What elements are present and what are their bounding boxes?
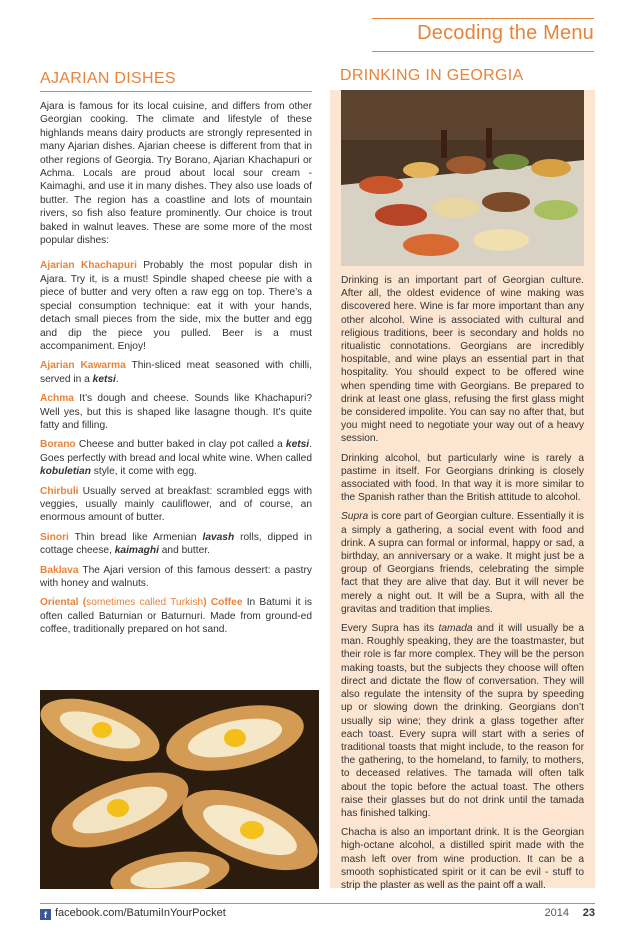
drinking-paragraph-1: Drinking is an important part of Georgian culture. After all, the oldest evidence of wine making was discovered here. Wine is far more important than any other alcohol. Wine is associated with cultural and religious traditions, beer is secondary and holds no ritualistic connotations. Georgians are incredibly hospitable, and wine plays an essential part in that hospitality. You should expect to be offered wine when spending time with Georgians. Be prepared to drink at least one glass, refusing the first glass might be considered impolite. You can say no after that, but you might need to negotiate your way out of a heavy session. xyxy=(341,275,584,445)
supra-feast-photo xyxy=(341,90,584,266)
chacha-paragraph: Chacha is also an important drink. It is the Georgian high-octane alcohol, a distilled spirit made with the mash left over from wine production. It can be a smooth sophisticated spirit or it can be evil - stuff to strip the plaster as well as the paint off a wall. xyxy=(341,827,584,891)
dish-oriental-coffee: Oriental (sometimes called Turkish) Coffee In Batumi it is often called Baturnian or Baturnuri. Made from ground-ed coffee, traditionally prepared on hot sand. xyxy=(40,597,312,636)
dish-achma: Achma It’s dough and cheese. Sounds like Khachapuri? Well yes, but this is shaped like lasagne though. It’s quite fatty and filling. xyxy=(40,393,312,431)
page-footer xyxy=(40,903,595,921)
publication-year: 2014 xyxy=(544,907,569,919)
dish-ajarian-khachapuri: Ajarian Khachapuri Probably the most popular dish in Ajara. Try it, is a must! Spindle shaped cheese pie with a piece of butter and very often a raw egg on top. There’s a special consumption technique: eat it with your hands, detach small pieces from the side, mix the butter and egg and dip the piece you pulled. Beer is a must accompaniment. Enjoy! xyxy=(40,260,312,352)
dish-chirbuli: Chirbuli Usually served at breakfast: scrambled eggs with veggies, usually mainly cauliflower, and of course, an enormous amount of butter. xyxy=(40,485,312,524)
drinking-sidebar xyxy=(330,62,595,891)
section-title: Decoding the Menu xyxy=(417,22,594,44)
dish-baklava: Baklava The Ajari version of this famous dessert: a pastry with honey and walnuts. xyxy=(40,564,312,589)
ajarian-dishes-column xyxy=(40,62,312,643)
drinking-paragraph-2: Drinking alcohol, but particularly wine is rarely a pastime in itself. For Georgians drinking is closely associated with food. In that way it is more similar to the Spanish rather than the British attitude to alcohol. xyxy=(341,452,584,504)
dish-borano: Borano Cheese and butter baked in clay pot called a ketsi. Goes perfectly with bread and local white wine. When called kobuletian style, it come with egg. xyxy=(40,439,312,478)
facebook-link[interactable]: facebook.com/BatumiInYourPocket xyxy=(55,907,226,919)
supra-paragraph: Supra is core part of Georgian culture. Essentially it is a simply a gathering, a social event with food and drink. A supra can formal or informal, happy or sad, a birthday, an anniversary or a wake. It might just be a group of Georgians friends, celebrating the simple fact that they are alive that day. But it will never be merely a night out. It will be a Supra, with all the gravitas and tradition that implies. xyxy=(341,511,584,615)
ajarian-dishes-heading: AJARIAN DISHES xyxy=(40,62,312,92)
ajarian-intro: Ajara is famous for its local cuisine, and differs from other Georgian cooking. The climate and lifestyle of these highlands means dairy products are strongly represented in many Ajarian dishes. Ajarian cheese is different from that in other regions of Georgia. Try Borano, Ajarian Khachapuri or Achma. Locals are proud about local sour cream - Kaimaghi, and use it in many dishes. They also use loads of butter. The region has a coastline and lots of mountain rivers, so fish also feature prominently. Our choice is trout baked in walnut leaves. These are some more of the most popular dishes: xyxy=(40,101,312,247)
dish-ajarian-kawarma: Ajarian Kawarma Thin-sliced meat seasoned with chilli, served in a ketsi. xyxy=(40,360,312,385)
header-top-rule xyxy=(372,18,594,19)
tamada-paragraph: Every Supra has its tamada and it will usually be a man. Roughly speaking, they are the toastmaster, but their role is far more complex. They will be the person making toasts, but the subjects they choose will often direct and dictate the flow of conversation. They will also regulate the intensity of the supra by speeding up or slowing down the drinking. Georgians don’t usually sip wine; they drink a glass together after each toast. Every supra will start with a series of traditional toasts that might include, to the reason for the gathering, to the homeland, to family, to mothers, to deceased relatives. The tamada will often talk about the topic before the actual toast. The others raise their glasses but do not drink until the tamada has finished talking. xyxy=(341,623,584,819)
page-number: 23 xyxy=(582,907,595,919)
drinking-heading: DRINKING IN GEORGIA xyxy=(330,62,595,90)
khachapuri-photo xyxy=(40,690,319,889)
facebook-icon: f xyxy=(40,909,51,920)
header-underline xyxy=(372,51,594,52)
dish-sinori: Sinori Thin bread like Armenian lavash rolls, dipped in cottage cheese, kaimaghi and butter. xyxy=(40,531,312,557)
